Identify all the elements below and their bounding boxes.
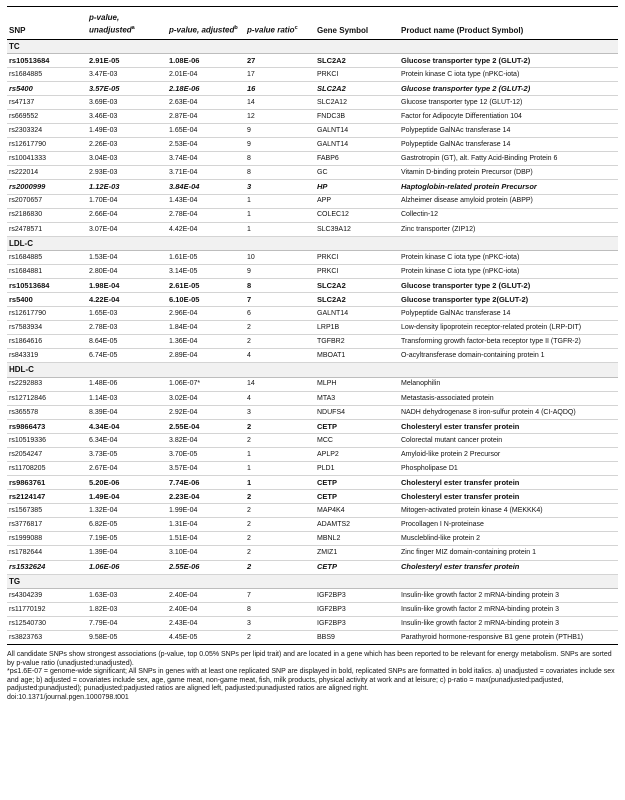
cell-p-adjusted: 2.53E-04 — [167, 138, 245, 152]
cell-gene-symbol: SLC39A12 — [315, 222, 399, 236]
table-row — [7, 504, 618, 518]
cell-p-ratio: 2 — [245, 504, 315, 518]
cell-p-unadjusted: 1.65E-03 — [87, 307, 167, 321]
cell-p-adjusted: 4.45E-05 — [167, 630, 245, 644]
cell-gene-symbol: SLC2A12 — [315, 95, 399, 109]
cell-gene-symbol: GALNT14 — [315, 307, 399, 321]
section-header-row — [7, 39, 618, 53]
cell-p-unadjusted: 2.26E-03 — [87, 138, 167, 152]
cell-p-unadjusted: 3.04E-03 — [87, 152, 167, 166]
table-row — [7, 250, 618, 264]
cell-snp: rs669552 — [7, 110, 87, 124]
cell-p-ratio: 2 — [245, 419, 315, 433]
cell-gene-symbol: SLC2A2 — [315, 293, 399, 307]
cell-p-ratio: 8 — [245, 278, 315, 292]
cell-p-unadjusted: 1.70E-04 — [87, 194, 167, 208]
cell-gene-symbol: BBS9 — [315, 630, 399, 644]
table-row — [7, 433, 618, 447]
cell-product-name: Mitogen-activated protein kinase 4 (MEKKK4) — [399, 504, 618, 518]
cell-p-ratio: 2 — [245, 490, 315, 504]
cell-p-ratio: 1 — [245, 447, 315, 461]
cell-p-adjusted: 2.55E-06 — [167, 560, 245, 574]
cell-p-ratio: 2 — [245, 560, 315, 574]
cell-p-ratio: 8 — [245, 166, 315, 180]
table-row — [7, 95, 618, 109]
cell-p-ratio: 14 — [245, 95, 315, 109]
table-row — [7, 264, 618, 278]
cell-p-ratio: 14 — [245, 377, 315, 391]
cell-p-ratio: 1 — [245, 222, 315, 236]
cell-snp: rs10041333 — [7, 152, 87, 166]
cell-product-name: Cholesteryl ester transfer protein — [399, 560, 618, 574]
cell-p-ratio: 10 — [245, 250, 315, 264]
cell-product-name: Procollagen I N-proteinase — [399, 518, 618, 532]
cell-gene-symbol: LRP1B — [315, 321, 399, 335]
cell-p-adjusted: 2.87E-04 — [167, 110, 245, 124]
cell-gene-symbol: ADAMTS2 — [315, 518, 399, 532]
table-footnotes — [7, 651, 618, 703]
cell-p-ratio: 12 — [245, 110, 315, 124]
cell-product-name: Glucose transporter type 2 (GLUT-2) — [399, 278, 618, 292]
cell-p-unadjusted: 3.69E-03 — [87, 95, 167, 109]
cell-snp: rs2000999 — [7, 180, 87, 194]
footnote-doi: doi:10.1371/journal.pgen.1000798.t001 — [7, 693, 129, 701]
cell-snp: rs47137 — [7, 95, 87, 109]
header-gene-symbol: Gene Symbol — [315, 11, 399, 39]
cell-p-adjusted: 2.40E-04 — [167, 588, 245, 602]
cell-gene-symbol: ZMIZ1 — [315, 546, 399, 560]
cell-p-ratio: 7 — [245, 588, 315, 602]
cell-p-unadjusted: 1.49E-04 — [87, 490, 167, 504]
cell-snp: rs1684885 — [7, 67, 87, 81]
cell-gene-symbol: PRKCI — [315, 67, 399, 81]
cell-p-unadjusted: 2.93E-03 — [87, 166, 167, 180]
cell-p-adjusted: 2.61E-05 — [167, 278, 245, 292]
cell-snp: rs843319 — [7, 349, 87, 363]
cell-product-name: Gastrotropin (GT), alt. Fatty Acid-Binding Protein 6 — [399, 152, 618, 166]
cell-snp: rs10513684 — [7, 53, 87, 67]
footnote-legend: *p≤1.6E-07 = genome-wide significant; All SNPs in genes with at least one replicated SNP are displayed in bold, replicated SNPs are formatted in bold italics. a) unadjusted = covariates include sex and age; b) adjusted = covariates include sex, age, game meat, non-game meat, fish, milk products, physical activity at work and at leisure; c) p-ratio = max(punadjusted:padjusted, padjusted:punadjusted); punadjusted:padjusted ratios are aligned left, padjusted:punadjusted ratios are aligned right. — [7, 668, 615, 693]
cell-p-ratio: 17 — [245, 67, 315, 81]
cell-gene-symbol: MBNL2 — [315, 532, 399, 546]
cell-p-ratio: 4 — [245, 349, 315, 363]
section-label: HDL-C — [7, 363, 618, 377]
cell-gene-symbol: IGF2BP3 — [315, 588, 399, 602]
cell-snp: rs1684885 — [7, 250, 87, 264]
cell-p-unadjusted: 3.46E-03 — [87, 110, 167, 124]
table-row — [7, 349, 618, 363]
cell-product-name: Factor for Adipocyte Differentiation 104 — [399, 110, 618, 124]
cell-snp: rs11708205 — [7, 462, 87, 476]
cell-p-adjusted: 3.84E-04 — [167, 180, 245, 194]
cell-product-name: Metastasis-associated protein — [399, 391, 618, 405]
cell-product-name: Zinc transporter (ZIP12) — [399, 222, 618, 236]
cell-product-name: Low-density lipoprotein receptor-related protein (LRP-DIT) — [399, 321, 618, 335]
cell-product-name: Glucose transporter type 12 (GLUT-12) — [399, 95, 618, 109]
cell-p-adjusted: 1.84E-04 — [167, 321, 245, 335]
table-row — [7, 476, 618, 490]
cell-snp: rs4304239 — [7, 588, 87, 602]
cell-snp: rs2186830 — [7, 208, 87, 222]
cell-p-ratio: 1 — [245, 462, 315, 476]
cell-p-ratio: 4 — [245, 391, 315, 405]
cell-product-name: Colorectal mutant cancer protein — [399, 433, 618, 447]
cell-p-ratio: 1 — [245, 194, 315, 208]
cell-p-adjusted: 3.10E-04 — [167, 546, 245, 560]
cell-snp: rs365578 — [7, 405, 87, 419]
cell-p-unadjusted: 3.07E-04 — [87, 222, 167, 236]
table-row — [7, 391, 618, 405]
table-row — [7, 222, 618, 236]
table-row — [7, 166, 618, 180]
cell-p-ratio: 2 — [245, 518, 315, 532]
cell-product-name: Glucose transporter type 2 (GLUT-2) — [399, 53, 618, 67]
header-p-ratio: p-value ratio$^c$ — [245, 11, 315, 39]
cell-snp: rs7583934 — [7, 321, 87, 335]
cell-p-adjusted: 2.01E-04 — [167, 67, 245, 81]
cell-p-adjusted: 1.51E-04 — [167, 532, 245, 546]
cell-p-ratio: 7 — [245, 293, 315, 307]
cell-p-ratio: 6 — [245, 307, 315, 321]
table-row — [7, 602, 618, 616]
cell-snp: rs1532624 — [7, 560, 87, 574]
cell-product-name: Protein kinase C iota type (nPKC-iota) — [399, 264, 618, 278]
cell-p-adjusted: 2.23E-04 — [167, 490, 245, 504]
cell-product-name: Protein kinase C iota type (nPKC-iota) — [399, 250, 618, 264]
cell-gene-symbol: GALNT14 — [315, 138, 399, 152]
cell-p-ratio: 2 — [245, 433, 315, 447]
cell-snp: rs1684881 — [7, 264, 87, 278]
cell-snp: rs12617790 — [7, 307, 87, 321]
cell-product-name: Vitamin D-binding protein Precursor (DBP) — [399, 166, 618, 180]
cell-gene-symbol: FABP6 — [315, 152, 399, 166]
cell-p-unadjusted: 1.53E-04 — [87, 250, 167, 264]
cell-p-adjusted: 3.71E-04 — [167, 166, 245, 180]
header-p-unadjusted: p-value, unadjusted$^a$ — [87, 11, 167, 39]
cell-snp: rs1864616 — [7, 335, 87, 349]
cell-p-unadjusted: 1.98E-04 — [87, 278, 167, 292]
table-row — [7, 321, 618, 335]
table-row — [7, 532, 618, 546]
cell-p-unadjusted: 6.34E-04 — [87, 433, 167, 447]
cell-snp: rs3776817 — [7, 518, 87, 532]
table-row — [7, 208, 618, 222]
cell-snp: rs2303324 — [7, 124, 87, 138]
cell-gene-symbol: SLC2A2 — [315, 81, 399, 95]
cell-p-unadjusted: 1.49E-03 — [87, 124, 167, 138]
cell-p-unadjusted: 3.47E-03 — [87, 67, 167, 81]
cell-p-adjusted: 1.65E-04 — [167, 124, 245, 138]
cell-gene-symbol: SLC2A2 — [315, 278, 399, 292]
cell-gene-symbol: COLEC12 — [315, 208, 399, 222]
table-row — [7, 560, 618, 574]
cell-snp: rs12540730 — [7, 616, 87, 630]
cell-p-unadjusted: 1.32E-04 — [87, 504, 167, 518]
cell-p-ratio: 2 — [245, 546, 315, 560]
cell-gene-symbol: APP — [315, 194, 399, 208]
cell-gene-symbol: MBOAT1 — [315, 349, 399, 363]
section-label: LDL-C — [7, 236, 618, 250]
cell-p-unadjusted: 5.20E-06 — [87, 476, 167, 490]
cell-gene-symbol: FNDC3B — [315, 110, 399, 124]
cell-product-name: Cholesteryl ester transfer protein — [399, 490, 618, 504]
cell-p-unadjusted: 8.64E-05 — [87, 335, 167, 349]
table-row — [7, 419, 618, 433]
table-row — [7, 490, 618, 504]
table-row — [7, 405, 618, 419]
cell-product-name: Insulin-like growth factor 2 mRNA-binding protein 3 — [399, 602, 618, 616]
cell-p-unadjusted: 7.19E-05 — [87, 532, 167, 546]
cell-product-name: Insulin-like growth factor 2 mRNA-binding protein 3 — [399, 588, 618, 602]
cell-product-name: Melanophilin — [399, 377, 618, 391]
cell-product-name: Glucose transporter type 2 (GLUT-2) — [399, 81, 618, 95]
cell-snp: rs2292883 — [7, 377, 87, 391]
header-row — [7, 11, 618, 39]
cell-p-unadjusted: 4.34E-04 — [87, 419, 167, 433]
cell-snp: rs2124147 — [7, 490, 87, 504]
table-row — [7, 124, 618, 138]
table-row — [7, 307, 618, 321]
cell-product-name: Cholesteryl ester transfer protein — [399, 476, 618, 490]
cell-snp: rs222014 — [7, 166, 87, 180]
cell-p-ratio: 2 — [245, 532, 315, 546]
cell-p-adjusted: 2.96E-04 — [167, 307, 245, 321]
cell-gene-symbol: PLD1 — [315, 462, 399, 476]
cell-p-unadjusted: 2.80E-04 — [87, 264, 167, 278]
cell-snp: rs2070657 — [7, 194, 87, 208]
snp-association-table — [7, 11, 618, 645]
table-row — [7, 138, 618, 152]
cell-p-ratio: 9 — [245, 138, 315, 152]
cell-snp: rs3823763 — [7, 630, 87, 644]
cell-snp: rs10513684 — [7, 278, 87, 292]
cell-gene-symbol: MAP4K4 — [315, 504, 399, 518]
cell-p-adjusted: 6.10E-05 — [167, 293, 245, 307]
cell-gene-symbol: GALNT14 — [315, 124, 399, 138]
cell-gene-symbol: TGFBR2 — [315, 335, 399, 349]
cell-p-adjusted: 2.43E-04 — [167, 616, 245, 630]
cell-gene-symbol: NDUFS4 — [315, 405, 399, 419]
table-row — [7, 335, 618, 349]
cell-p-unadjusted: 1.63E-03 — [87, 588, 167, 602]
table-body — [7, 39, 618, 644]
cell-product-name: Amyloid-like protein 2 Precursor — [399, 447, 618, 461]
cell-product-name: Protein kinase C iota type (nPKC-iota) — [399, 67, 618, 81]
section-header-row — [7, 236, 618, 250]
cell-gene-symbol: MCC — [315, 433, 399, 447]
cell-p-unadjusted: 1.12E-03 — [87, 180, 167, 194]
cell-p-unadjusted: 1.06E-06 — [87, 560, 167, 574]
cell-snp: rs1999088 — [7, 532, 87, 546]
cell-snp: rs12712846 — [7, 391, 87, 405]
header-snp: SNP — [7, 11, 87, 39]
table-row — [7, 53, 618, 67]
cell-gene-symbol: HP — [315, 180, 399, 194]
table-row — [7, 518, 618, 532]
table-row — [7, 67, 618, 81]
cell-p-ratio: 2 — [245, 630, 315, 644]
cell-snp: rs2054247 — [7, 447, 87, 461]
cell-p-adjusted: 2.89E-04 — [167, 349, 245, 363]
cell-gene-symbol: PRKCI — [315, 250, 399, 264]
table-container — [7, 0, 618, 703]
cell-p-ratio: 27 — [245, 53, 315, 67]
cell-p-adjusted: 3.82E-04 — [167, 433, 245, 447]
cell-product-name: Polypeptide GalNAc transferase 14 — [399, 124, 618, 138]
cell-gene-symbol: CETP — [315, 560, 399, 574]
table-row — [7, 110, 618, 124]
cell-p-unadjusted: 1.39E-04 — [87, 546, 167, 560]
cell-p-ratio: 16 — [245, 81, 315, 95]
table-row — [7, 194, 618, 208]
cell-product-name: Phospholipase D1 — [399, 462, 618, 476]
cell-gene-symbol: CETP — [315, 419, 399, 433]
cell-p-adjusted: 1.08E-06 — [167, 53, 245, 67]
cell-gene-symbol: PRKCI — [315, 264, 399, 278]
cell-p-ratio: 3 — [245, 180, 315, 194]
section-label: TG — [7, 574, 618, 588]
cell-p-unadjusted: 1.82E-03 — [87, 602, 167, 616]
cell-p-ratio: 9 — [245, 264, 315, 278]
cell-p-adjusted: 1.43E-04 — [167, 194, 245, 208]
footnote-description: All candidate SNPs show strongest associations (p-value, top 0.05% SNPs per lipid trait) and are located in a gene which has been reported to be relevant for energy metabolism. SNPs are sorted by p-value ratio (unadjusted:unadjusted). — [7, 651, 612, 667]
cell-p-adjusted: 2.63E-04 — [167, 95, 245, 109]
header-p-adjusted: p-value, adjusted$^b$ — [167, 11, 245, 39]
cell-product-name: Transforming growth factor-beta receptor type II (TGFR-2) — [399, 335, 618, 349]
table-row — [7, 546, 618, 560]
cell-p-adjusted: 2.18E-06 — [167, 81, 245, 95]
cell-product-name: Zinc finger MIZ domain-containing protein 1 — [399, 546, 618, 560]
cell-snp: rs2478571 — [7, 222, 87, 236]
table-row — [7, 81, 618, 95]
cell-p-ratio: 3 — [245, 405, 315, 419]
cell-p-adjusted: 3.14E-05 — [167, 264, 245, 278]
cell-snp: rs1782644 — [7, 546, 87, 560]
table-row — [7, 293, 618, 307]
cell-product-name: Polypeptide GalNAc transferase 14 — [399, 307, 618, 321]
section-header-row — [7, 363, 618, 377]
cell-gene-symbol: IGF2BP3 — [315, 616, 399, 630]
cell-p-unadjusted: 1.14E-03 — [87, 391, 167, 405]
cell-p-unadjusted: 3.57E-05 — [87, 81, 167, 95]
cell-p-adjusted: 2.40E-04 — [167, 602, 245, 616]
cell-p-unadjusted: 1.48E-06 — [87, 377, 167, 391]
cell-p-ratio: 2 — [245, 335, 315, 349]
cell-product-name: Insulin-like growth factor 2 mRNA-binding protein 3 — [399, 616, 618, 630]
cell-p-adjusted: 4.42E-04 — [167, 222, 245, 236]
cell-p-unadjusted: 4.22E-04 — [87, 293, 167, 307]
cell-p-unadjusted: 7.79E-04 — [87, 616, 167, 630]
table-row — [7, 278, 618, 292]
cell-snp: rs5400 — [7, 293, 87, 307]
cell-snp: rs12617790 — [7, 138, 87, 152]
cell-p-adjusted: 3.74E-04 — [167, 152, 245, 166]
cell-p-adjusted: 1.06E-07* — [167, 377, 245, 391]
cell-p-adjusted: 3.57E-04 — [167, 462, 245, 476]
cell-p-ratio: 1 — [245, 476, 315, 490]
cell-product-name: Haptoglobin-related protein Precursor — [399, 180, 618, 194]
header-product-name: Product name (Product Symbol) — [399, 11, 618, 39]
cell-snp: rs9866473 — [7, 419, 87, 433]
cell-snp: rs10519336 — [7, 433, 87, 447]
cell-p-unadjusted: 2.78E-03 — [87, 321, 167, 335]
table-row — [7, 588, 618, 602]
table-row — [7, 180, 618, 194]
cell-p-adjusted: 3.02E-04 — [167, 391, 245, 405]
cell-gene-symbol: APLP2 — [315, 447, 399, 461]
cell-p-ratio: 3 — [245, 616, 315, 630]
cell-p-ratio: 1 — [245, 208, 315, 222]
cell-product-name: NADH dehydrogenase 8 iron-sulfur protein 4 (CI-AQDQ) — [399, 405, 618, 419]
table-row — [7, 462, 618, 476]
table-row — [7, 447, 618, 461]
cell-gene-symbol: IGF2BP3 — [315, 602, 399, 616]
cell-gene-symbol: MLPH — [315, 377, 399, 391]
cell-p-ratio: 8 — [245, 602, 315, 616]
table-row — [7, 377, 618, 391]
cell-gene-symbol: SLC2A2 — [315, 53, 399, 67]
cell-product-name: Collectin-12 — [399, 208, 618, 222]
cell-snp: rs11770192 — [7, 602, 87, 616]
cell-p-ratio: 8 — [245, 152, 315, 166]
cell-p-adjusted: 3.70E-05 — [167, 447, 245, 461]
cell-p-unadjusted: 6.74E-05 — [87, 349, 167, 363]
cell-p-unadjusted: 2.67E-04 — [87, 462, 167, 476]
cell-p-adjusted: 1.99E-04 — [167, 504, 245, 518]
cell-product-name: Alzheimer disease amyloid protein (ABPP) — [399, 194, 618, 208]
cell-gene-symbol: GC — [315, 166, 399, 180]
cell-p-unadjusted: 2.91E-05 — [87, 53, 167, 67]
cell-p-adjusted: 1.31E-04 — [167, 518, 245, 532]
cell-product-name: Polypeptide GalNAc transferase 14 — [399, 138, 618, 152]
cell-p-adjusted: 7.74E-06 — [167, 476, 245, 490]
cell-p-ratio: 2 — [245, 321, 315, 335]
cell-gene-symbol: MTA3 — [315, 391, 399, 405]
cell-p-adjusted: 1.36E-04 — [167, 335, 245, 349]
cell-p-adjusted: 2.55E-04 — [167, 419, 245, 433]
cell-p-unadjusted: 8.39E-04 — [87, 405, 167, 419]
cell-p-unadjusted: 2.66E-04 — [87, 208, 167, 222]
section-label: TC — [7, 39, 618, 53]
cell-product-name: Parathyroid hormone-responsive B1 gene protein (PTHB1) — [399, 630, 618, 644]
table-row — [7, 152, 618, 166]
cell-snp: rs5400 — [7, 81, 87, 95]
cell-product-name: O-acyltransferase domain-containing protein 1 — [399, 349, 618, 363]
cell-p-unadjusted: 3.73E-05 — [87, 447, 167, 461]
cell-product-name: Muscleblind-like protein 2 — [399, 532, 618, 546]
table-row — [7, 616, 618, 630]
cell-product-name: Glucose transporter type 2(GLUT-2) — [399, 293, 618, 307]
cell-p-unadjusted: 6.82E-05 — [87, 518, 167, 532]
cell-snp: rs1567385 — [7, 504, 87, 518]
cell-gene-symbol: CETP — [315, 490, 399, 504]
cell-p-unadjusted: 9.58E-05 — [87, 630, 167, 644]
cell-p-ratio: 9 — [245, 124, 315, 138]
table-row — [7, 630, 618, 644]
section-header-row — [7, 574, 618, 588]
cell-gene-symbol: CETP — [315, 476, 399, 490]
cell-product-name: Cholesteryl ester transfer protein — [399, 419, 618, 433]
cell-snp: rs9863761 — [7, 476, 87, 490]
cell-p-adjusted: 1.61E-05 — [167, 250, 245, 264]
cell-p-adjusted: 2.78E-04 — [167, 208, 245, 222]
cell-p-adjusted: 2.92E-04 — [167, 405, 245, 419]
